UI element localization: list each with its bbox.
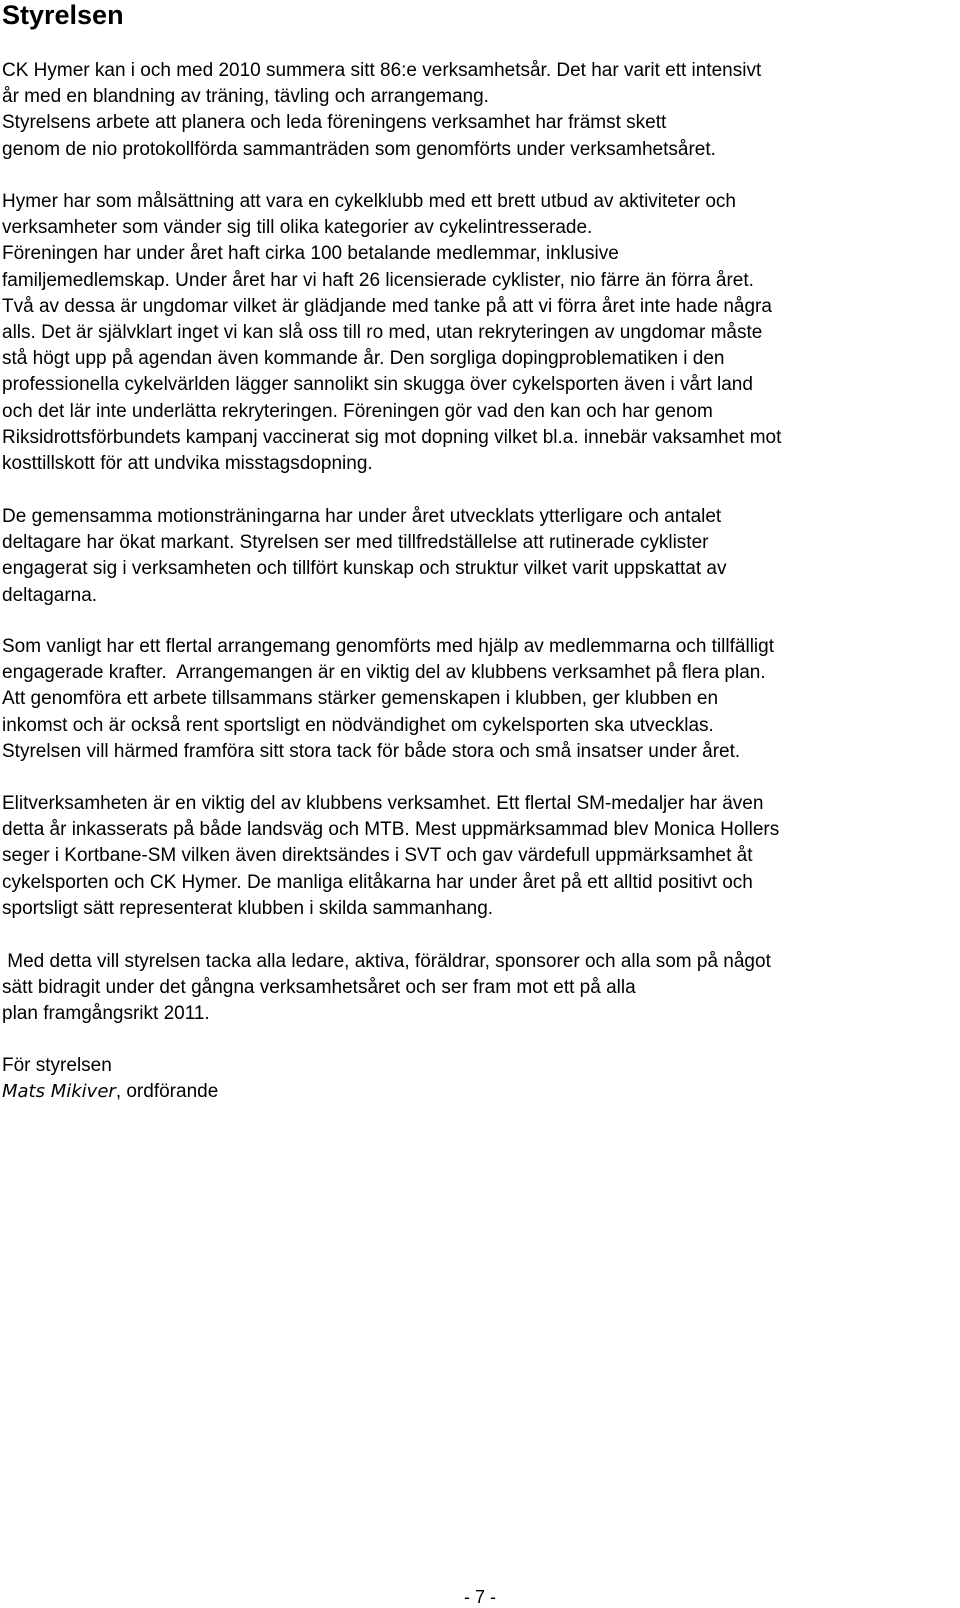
text-line: genom de nio protokollförda sammanträden som genomförts under verksamhetsåret. <box>2 138 716 160</box>
text-line: engagerade krafter. Arrangemangen är en viktig del av klubbens verksamhet på flera plan. <box>2 662 766 684</box>
text-line: cykelsporten och CK Hymer. De manliga elitåkarna har under året på ett alltid positivt och <box>2 871 753 893</box>
goals-paragraph <box>2 189 946 477</box>
closing-paragraph <box>2 949 946 1028</box>
text-line: Riksidrottsförbundets kampanj vaccinerat sig mot dopning vilket bl.a. innebär vaksamhet mot <box>2 426 782 448</box>
text-line: Elitverksamheten är en viktig del av klubbens verksamhet. Ett flertal SM-medaljer har även <box>2 793 764 814</box>
text-line: Att genomföra ett arbete tillsammans stärker gemenskapen i klubben, ger klubben en <box>2 688 719 710</box>
text-line: Med detta vill styrelsen tacka alla ledare, aktiva, föräldrar, sponsorer och alla som på något <box>2 951 771 972</box>
text-line: Styrelsen vill härmed framföra sitt stora tack för både stora och små insatser under året. <box>2 740 741 762</box>
text-line: Styrelsens arbete att planera och leda föreningens verksamhet har främst skett <box>2 112 667 134</box>
text-line: CK Hymer kan i och med 2010 summera sitt 86:e verksamhetsår. Det har varit ett intensivt <box>2 60 762 81</box>
text-line: engagerat sig i verksamheten och tillfört kunskap och struktur vilket varit uppskattat av <box>2 558 727 580</box>
text-line: sätt bidragit under det gångna verksamhetsåret och ser fram mot ett på alla <box>2 977 636 999</box>
signatory-name: Mats Mikiver <box>2 1081 116 1103</box>
text-line: De gemensamma motionsträningarna har under året utvecklats ytterligare och antalet <box>2 506 722 527</box>
text-line: Som vanligt har ett flertal arrangemang genomförts med hjälp av medlemmarna och tillfälligt <box>2 636 774 657</box>
text-line: inkomst och är också rent sportsligt en nödvändighet om cykelsporten ska utvecklas. <box>2 714 714 736</box>
text-line: verksamheter som vänder sig till olika kategorier av cykelintresserade. <box>2 217 593 239</box>
text-line: Två av dessa är ungdomar vilket är glädjande med tanke på att vi förra året inte hade några <box>2 295 772 317</box>
signature-name-line <box>2 1079 946 1105</box>
intro-paragraph <box>2 58 946 163</box>
text-line: och det lär inte underlätta rekryteringen. Föreningen gör vad den kan och har genom <box>2 400 713 422</box>
page-title: Styrelsen <box>2 0 124 30</box>
text-line: professionella cykelvärlden lägger sannolikt sin skugga över cykelsporten även i vårt land <box>2 374 753 396</box>
text-line: deltagarna. <box>2 584 98 606</box>
text-line: kosttillskott för att undvika misstagsdopning. <box>2 453 373 475</box>
text-line: seger i Kortbane-SM vilken även direktsändes i SVT och gav värdefull uppmärksamhet åt <box>2 845 753 867</box>
elite-paragraph <box>2 791 946 922</box>
training-paragraph <box>2 504 946 609</box>
signature-line: För styrelsen <box>2 1055 112 1076</box>
events-paragraph <box>2 634 946 765</box>
text-line: stå högt upp på agendan även kommande år. Den sorgliga dopingproblematiken i den <box>2 348 725 370</box>
text-line: detta år inkasserats på både landsväg och MTB. Mest uppmärksammad blev Monica Hollers <box>2 819 780 841</box>
text-line: alls. Det är självklart inget vi kan slå oss till ro med, utan rekryteringen av ungdomar måste <box>2 322 763 344</box>
text-line: familjemedlemskap. Under året har vi haft 26 licensierade cyklister, nio färre än förra året. <box>2 269 754 291</box>
text-line: sportsligt sätt representerat klubben i skilda sammanhang. <box>2 897 494 919</box>
text-line: plan framgångsrikt 2011. <box>2 1003 210 1025</box>
text-line: Föreningen har under året haft cirka 100 betalande medlemmar, inklusive <box>2 243 619 265</box>
signature-block <box>2 1053 946 1105</box>
signatory-role: , ordförande <box>115 1081 219 1103</box>
page-number: - 7 - <box>463 1587 496 1607</box>
text-line: år med en blandning av träning, tävling och arrangemang. <box>2 86 489 108</box>
text-line: deltagare har ökat markant. Styrelsen ser med tillfredställelse att rutinerade cyklister <box>2 532 709 554</box>
text-line: Hymer har som målsättning att vara en cykelklubb med ett brett utbud av aktiviteter och <box>2 191 736 212</box>
